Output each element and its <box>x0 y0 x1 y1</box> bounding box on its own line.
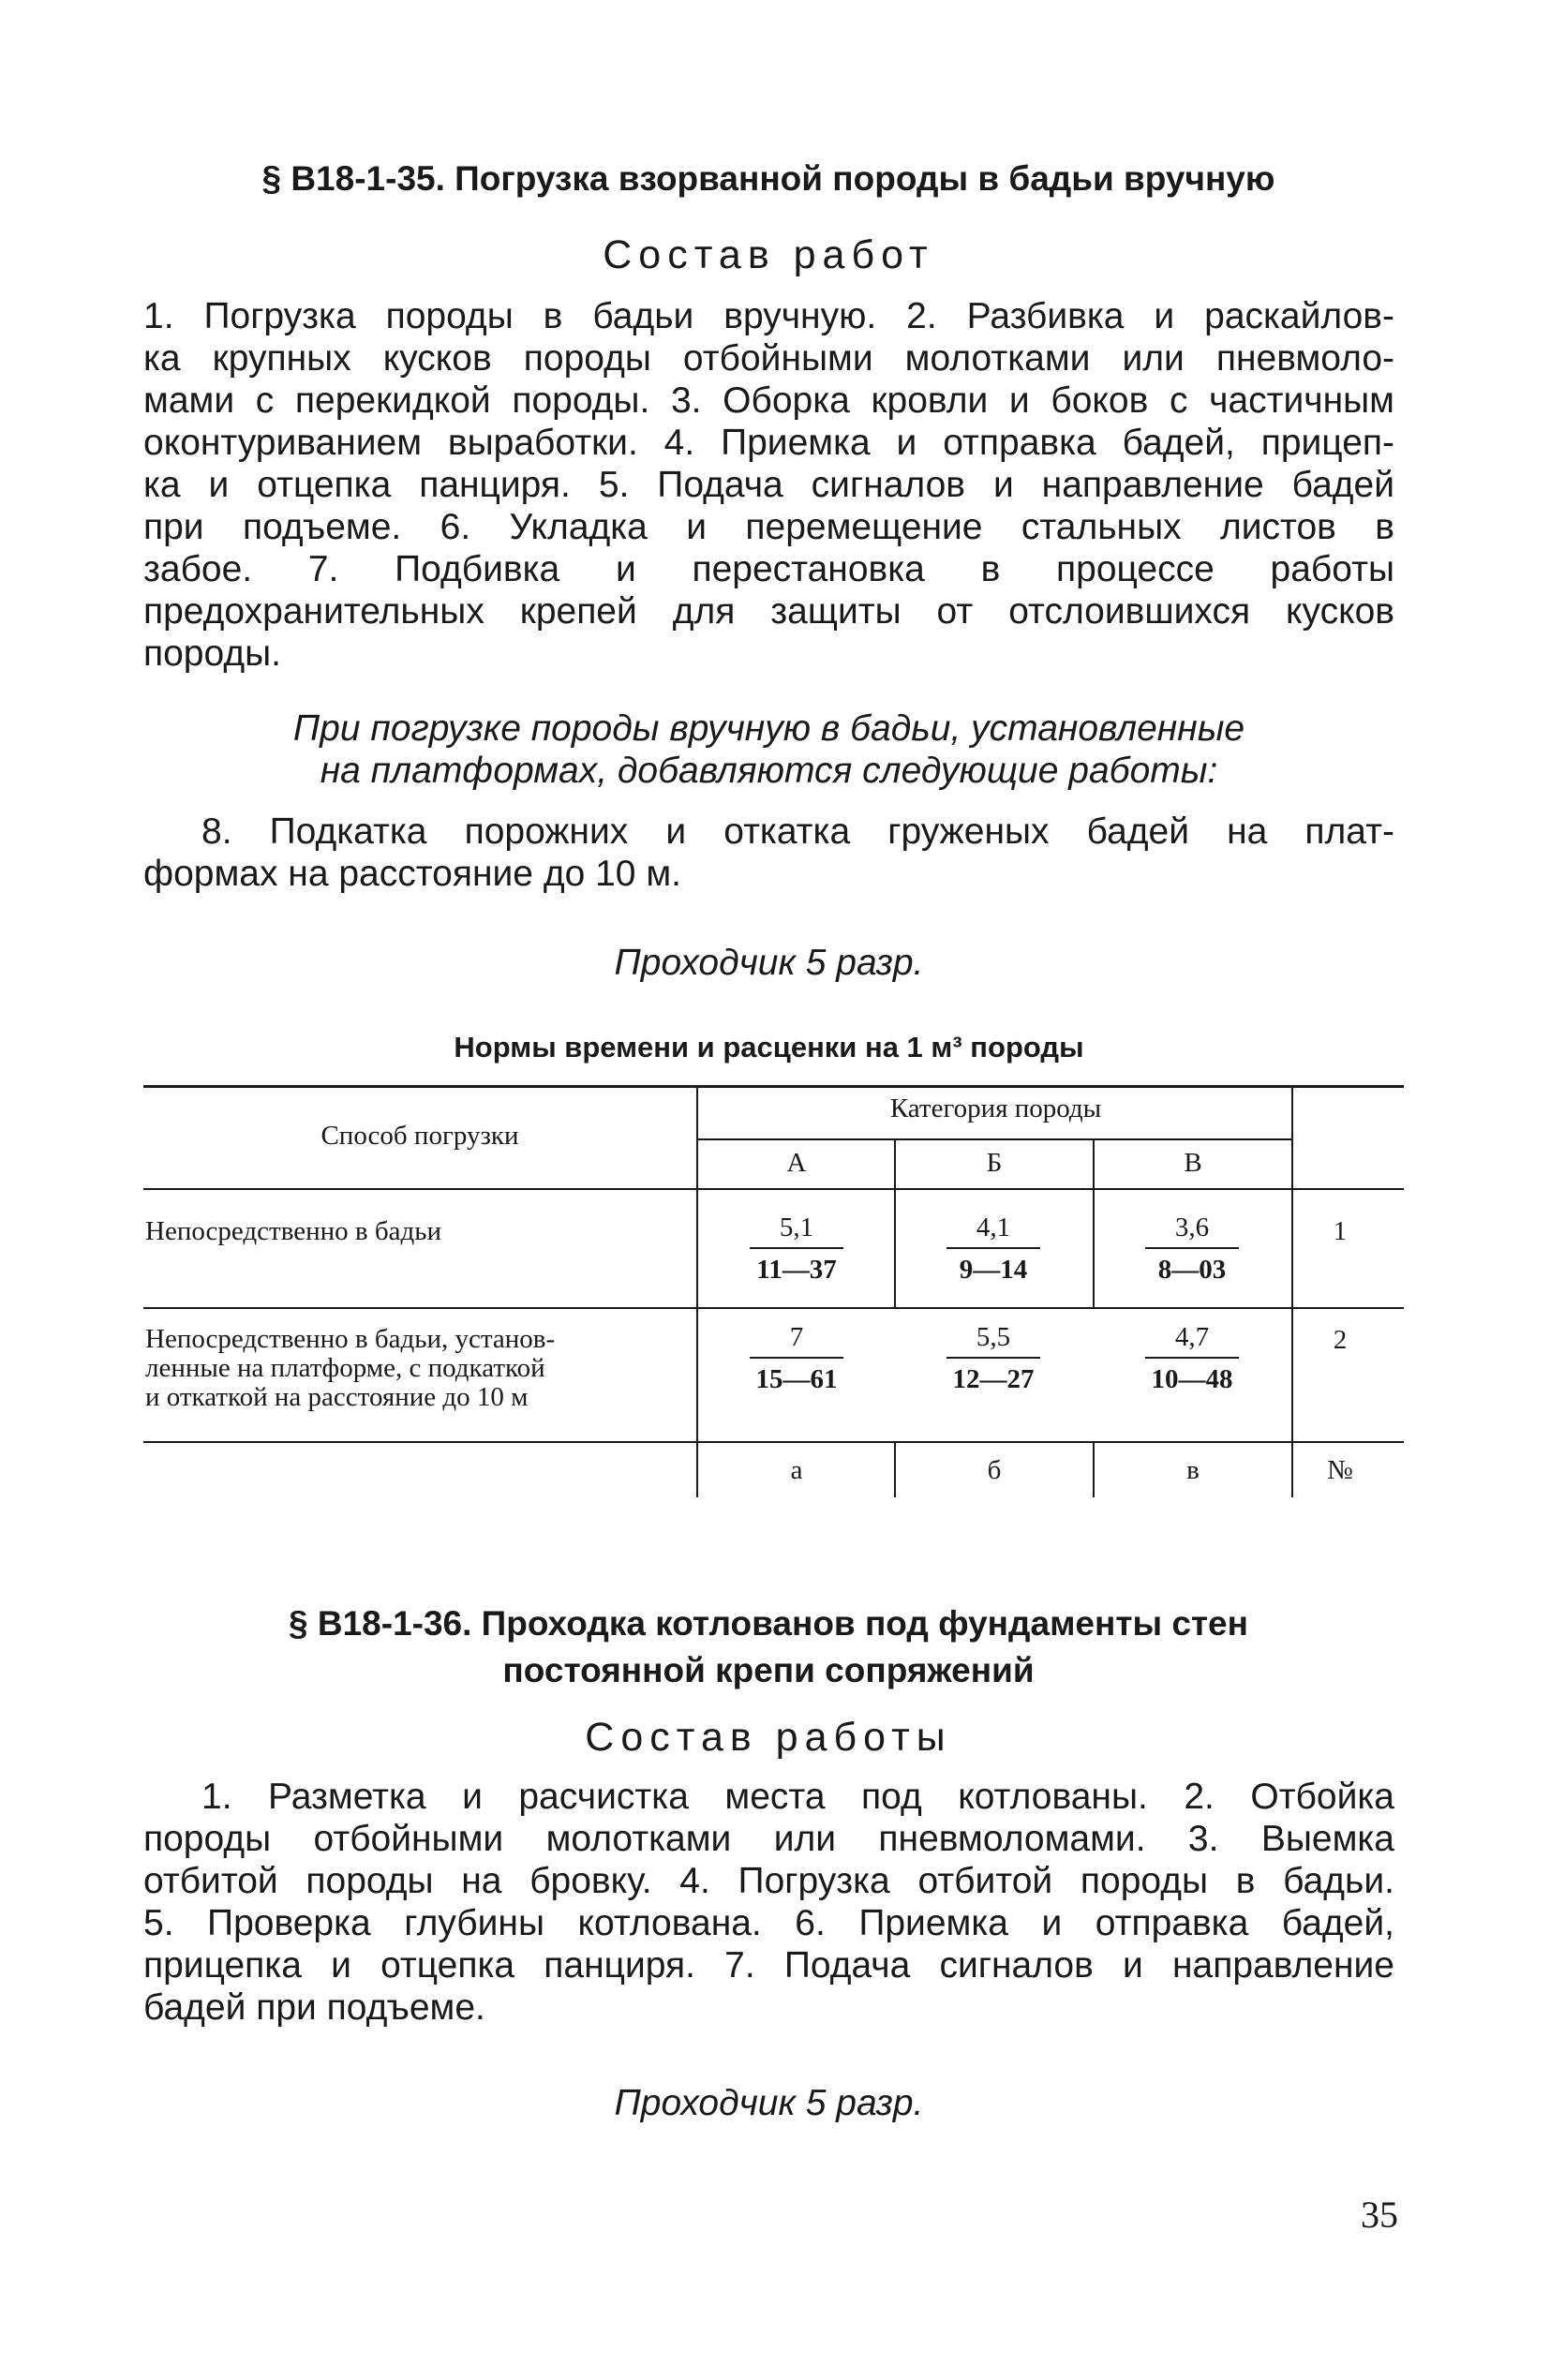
price-value: 12—27 <box>952 1364 1035 1394</box>
body-line: породы отбойными молотками или пневмоломами. 3. Выемка <box>143 1819 1394 1859</box>
section-body <box>143 1776 1394 2029</box>
value-cell <box>937 1322 1050 1395</box>
footer-a: а <box>790 1455 803 1485</box>
col-header-a: А <box>786 1148 807 1178</box>
table-rule <box>143 1188 1404 1190</box>
table-rule <box>143 1085 1404 1088</box>
body-line: прицепка и отцепка панциря. 7. Подача сигналов и направление <box>143 1945 1394 1986</box>
section-title-line: постоянной крепи сопряжений <box>502 1651 1035 1689</box>
row-method-line: Непосредственно в бадьи, установ- <box>145 1324 556 1354</box>
body-line: бадей при подъеме. <box>143 1987 485 2028</box>
italic-note-line: на платформах, добавляются следующие работы: <box>320 751 1218 791</box>
table-rule <box>143 1441 1404 1443</box>
value-cell <box>740 1212 853 1286</box>
table-caption: Нормы времени и расценки на 1 м³ породы <box>454 1031 1084 1064</box>
body-line: 1. Разметка и расчистка места под котлованы. 2. Отбойка <box>201 1777 1394 1817</box>
value-cell <box>1136 1212 1248 1286</box>
body-line: породы. <box>143 633 281 674</box>
price-value: 8—03 <box>1157 1255 1227 1285</box>
body-line: отбитой породы на бровку. 4. Погрузка отбитой породы в бадьи. <box>143 1861 1394 1901</box>
col-header-method: Способ погрузки <box>320 1121 519 1151</box>
body-line: ка крупных кусков породы отбойными молотками или пневмоло- <box>143 338 1394 379</box>
col-header-b: Б <box>986 1148 1003 1178</box>
extra-works <box>143 811 1394 895</box>
table-rule <box>1291 1085 1293 1497</box>
row-method-line: и откаткой на расстояние до 10 м <box>145 1382 529 1412</box>
price-value: 11—37 <box>756 1255 837 1285</box>
row-method <box>145 1325 689 1412</box>
section-title <box>141 1600 1396 1694</box>
row-number: 1 <box>1333 1216 1348 1246</box>
section-subtitle: Состав работы <box>585 1715 952 1760</box>
worker-grade: Проходчик 5 разр. <box>614 2083 924 2123</box>
footer-v: в <box>1186 1455 1200 1485</box>
body-line: забое. 7. Подбивка и перестановка в процессе работы <box>143 549 1394 589</box>
section-title: § В18-1-35. Погрузка взорванной породы в бадьи вручную <box>261 159 1275 198</box>
table-rule <box>143 1307 1404 1309</box>
footer-num: № <box>1327 1455 1353 1485</box>
body-line: оконтуриванием выработки. 4. Приемка и отправка бадей, прицеп- <box>143 423 1394 463</box>
table-rule <box>698 1138 1293 1140</box>
section-body <box>143 295 1394 675</box>
footer-b: б <box>987 1455 1002 1485</box>
norm-value: 3,6 <box>1145 1212 1239 1249</box>
norm-value: 7 <box>750 1322 843 1359</box>
value-cell <box>1136 1322 1248 1395</box>
row-number: 2 <box>1333 1325 1348 1355</box>
row-method-line: ленные на платформе, с подкаткой <box>145 1353 545 1383</box>
norm-value: 4,1 <box>946 1212 1040 1249</box>
norm-value: 5,5 <box>946 1322 1040 1359</box>
price-value: 15—61 <box>755 1364 838 1394</box>
row-method: Непосредственно в бадьи <box>145 1216 441 1246</box>
body-line: 1. Погрузка породы в бадьи вручную. 2. Разбивка и раскайлов- <box>143 296 1394 336</box>
table-rule <box>696 1085 698 1497</box>
italic-note-line: При погрузке породы вручную в бадьи, установленные <box>292 708 1245 749</box>
section-title-line: § В18-1-36. Проходка котлованов под фундаменты стен <box>289 1604 1248 1643</box>
norm-value: 5,1 <box>750 1212 843 1249</box>
page-number: 35 <box>1361 2194 1398 2236</box>
col-header-v: В <box>1184 1148 1202 1178</box>
price-value: 9—14 <box>959 1255 1028 1285</box>
body-line: предохранительных крепей для защиты от отслоившихся кусков <box>143 591 1394 632</box>
price-value: 10—48 <box>1151 1364 1233 1394</box>
norm-value: 4,7 <box>1145 1322 1239 1359</box>
body-line: формах на расстояние до 10 м. <box>143 854 681 894</box>
italic-note <box>143 707 1394 792</box>
body-line: 5. Проверка глубины котлована. 6. Приемка и отправка бадей, <box>143 1903 1394 1943</box>
section-subtitle: Состав работ <box>603 232 934 277</box>
body-line: при подъеме. 6. Укладка и перемещение стальных листов в <box>143 507 1394 547</box>
value-cell <box>740 1322 853 1395</box>
body-line: 8. Подкатка порожних и откатка груженых бадей на плат- <box>201 811 1394 852</box>
worker-grade: Проходчик 5 разр. <box>614 943 924 983</box>
value-cell <box>937 1212 1050 1286</box>
body-line: ка и отцепка панциря. 5. Подача сигналов и направление бадей <box>143 465 1394 505</box>
body-line: мами с перекидкой породы. 3. Оборка кровли и боков с частичным <box>143 380 1394 421</box>
col-header-category: Категория породы <box>889 1093 1102 1123</box>
